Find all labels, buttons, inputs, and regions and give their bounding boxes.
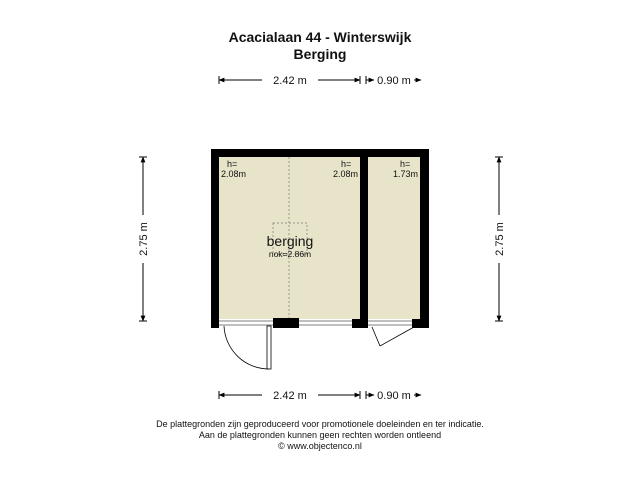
disclaimer-line-1: De plattegronden zijn geproduceerd voor promotionele doeleinden en ter indicatie. <box>156 419 484 429</box>
height-label: h= <box>400 159 411 169</box>
dimension-label: 0.90 m <box>377 390 411 402</box>
height-value: 2.08m <box>333 169 359 179</box>
height-value: 1.73m <box>393 169 419 179</box>
top-dimension-left <box>219 75 360 87</box>
plan-title: Acacialaan 44 - Winterswijk <box>228 29 412 45</box>
left-dimension <box>138 157 150 321</box>
room-floor-side <box>368 157 420 319</box>
room-nok: nok=2.86m <box>268 249 312 259</box>
height-label: h= <box>227 159 238 169</box>
disclaimer-line-2: Aan de plattegronden kunnen geen rechten worden ontleend <box>198 430 442 440</box>
bottom-dimension-left <box>219 390 360 402</box>
bottom-dimension-right <box>366 390 421 402</box>
height-label: h= <box>341 159 352 169</box>
top-dimension-right <box>366 75 421 87</box>
wall-openings <box>219 321 412 325</box>
dimension-label: 2.42 m <box>273 390 307 402</box>
dimension-label: 0.90 m <box>377 75 411 87</box>
door-side <box>372 327 414 346</box>
room-name: berging <box>266 233 314 249</box>
plan-subtitle: Berging <box>293 46 347 62</box>
height-value: 2.08m <box>221 169 247 179</box>
dimension-label: 2.42 m <box>273 75 307 87</box>
dimension-label: 2.75 m <box>138 222 150 256</box>
right-dimension <box>494 157 506 321</box>
door-main <box>224 326 271 369</box>
dimension-label: 2.75 m <box>494 222 506 256</box>
copyright-link[interactable]: © www.objectenco.nl <box>278 441 362 451</box>
